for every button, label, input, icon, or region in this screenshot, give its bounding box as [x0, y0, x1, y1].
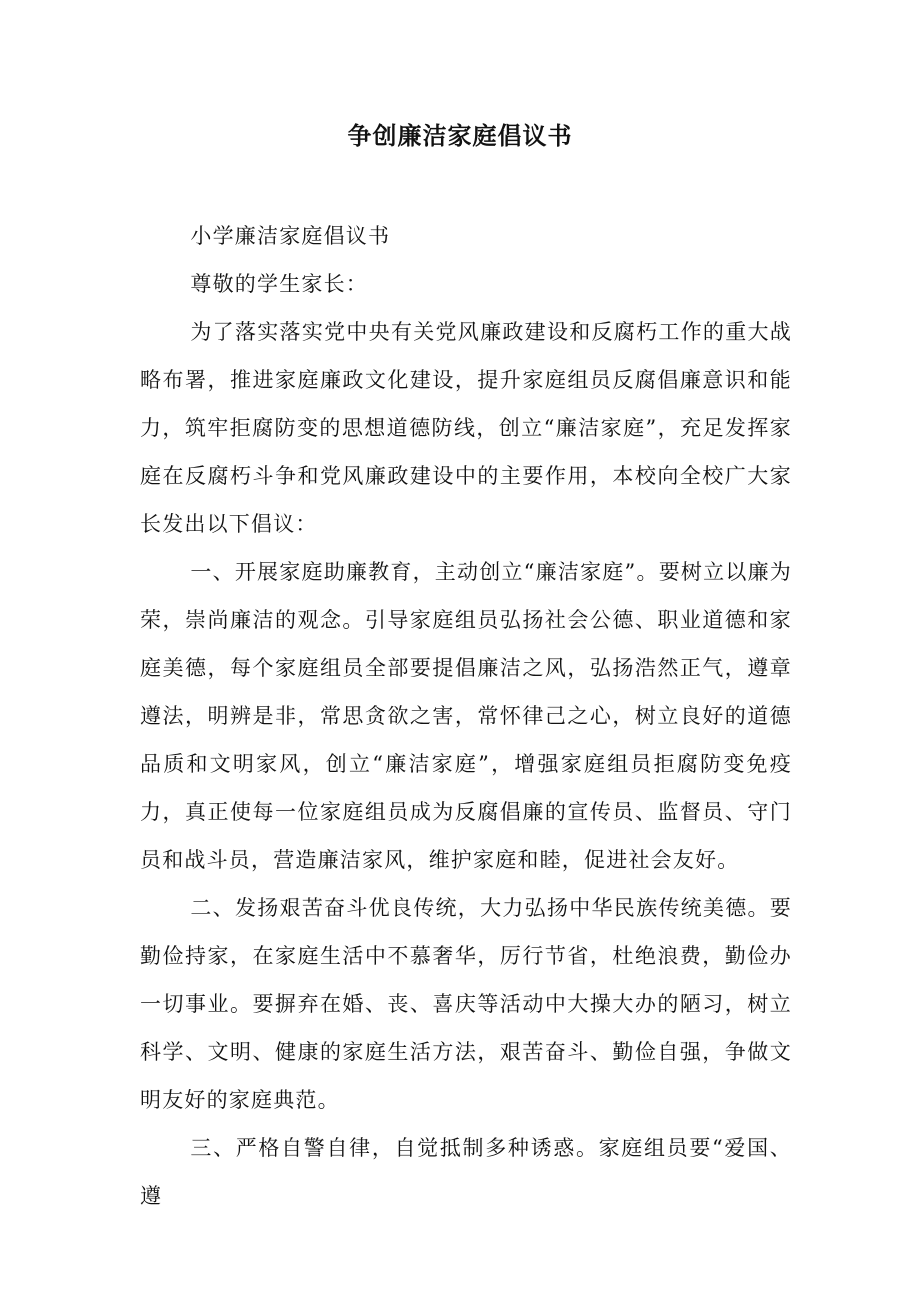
paragraph-intro: 为了落实落实党中央有关党风廉政建设和反腐朽工作的重大战略布署，推进家庭廉政文化建设，提升家庭组员反腐倡廉意识和能力，筑牢拒腐防变的思想道德防线，创立“廉洁家庭”，充足发挥家庭在反腐朽斗争和党风廉政建设中的主要作用，本校向全校广大家长发出以下倡议： — [140, 320, 792, 536]
salutation: 尊敬的学生家长： — [190, 272, 368, 296]
document-subtitle: 小学廉洁家庭倡议书 — [190, 224, 391, 248]
document-title: 争创廉洁家庭倡议书 — [347, 121, 573, 150]
document-body — [140, 212, 792, 1220]
paragraph-point-3: 三、严格自警自律，自觉抵制多种诱惑。家庭组员要“爱国、遵 — [140, 1136, 792, 1208]
paragraph-point-2: 二、发扬艰苦奋斗优良传统，大力弘扬中华民族传统美德。要勤俭持家，在家庭生活中不慕奢华，厉行节省，杜绝浪费，勤俭办一切事业。要摒弃在婚、丧、喜庆等活动中大操大办的陋习，树立科学、文明、健康的家庭生活方法，艰苦奋斗、勤俭自强，争做文明友好的家庭典范。 — [140, 896, 792, 1112]
paragraph-point-1: 一、开展家庭助廉教育，主动创立“廉洁家庭”。要树立以廉为荣，崇尚廉洁的观念。引导家庭组员弘扬社会公德、职业道德和家庭美德，每个家庭组员全部要提倡廉洁之风，弘扬浩然正气，遵章遵法，明辨是非，常思贪欲之害，常怀律己之心，树立良好的道德品质和文明家风，创立“廉洁家庭”，增强家庭组员拒腐防变免疫力，真正使每一位家庭组员成为反腐倡廉的宣传员、监督员、守门员和战斗员，营造廉洁家风，维护家庭和睦，促进社会友好。 — [140, 560, 792, 872]
